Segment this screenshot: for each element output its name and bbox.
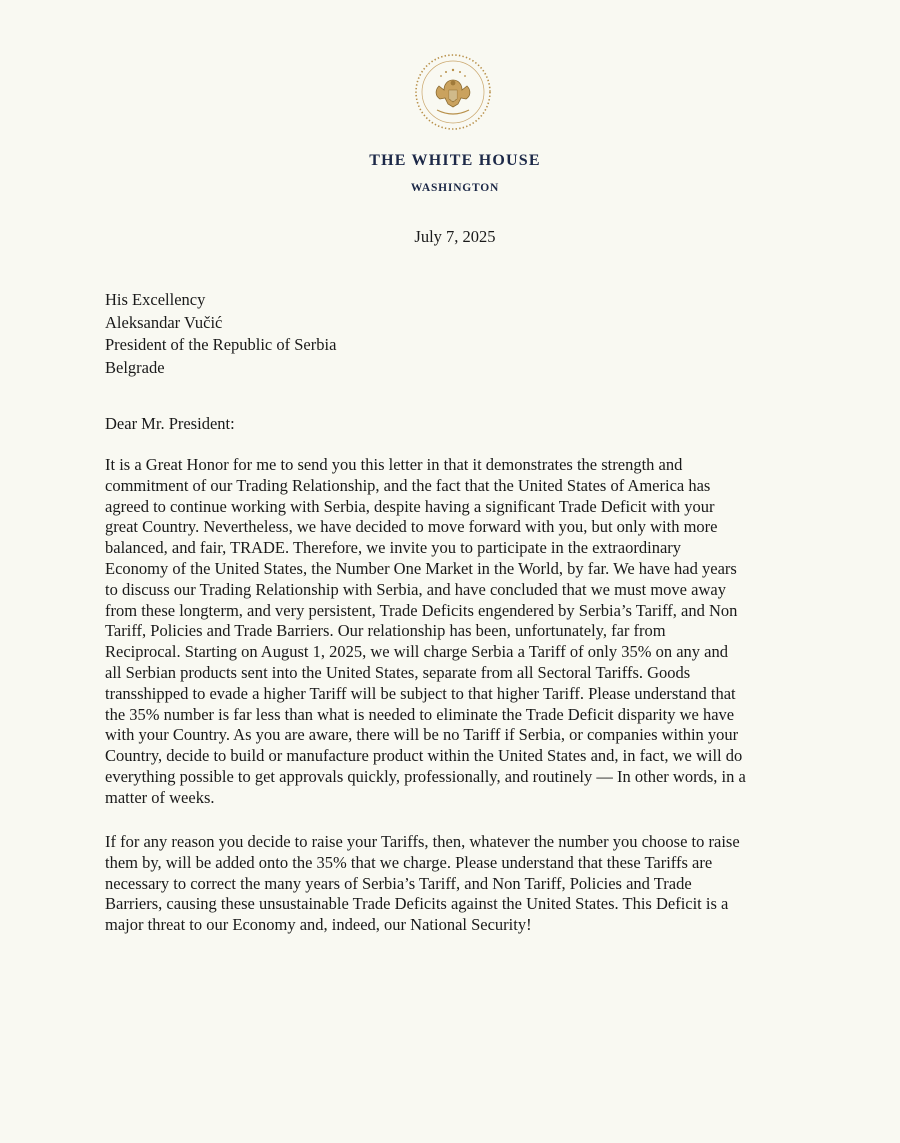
paragraph-line: necessary to correct the many years of Serbia’s Tariff, and Non Tariff, Policies and Trade [105, 873, 692, 893]
paragraph-line: Reciprocal. Starting on August 1, 2025, we will charge Serbia a Tariff of only 35% on any and [105, 642, 728, 662]
letterhead-title: THE WHITE HOUSE [369, 152, 541, 169]
paragraph-line: commitment of our Trading Relationship, and the fact that the United States of America has [105, 475, 711, 495]
presidential-seal-icon [413, 52, 493, 132]
paragraph-line: great Country. Nevertheless, we have decided to move forward with you, but only with more [105, 517, 718, 537]
paragraph-line: to discuss our Trading Relationship with Serbia, and have concluded that we must move away [105, 579, 726, 599]
paragraph-line: It is a Great Honor for me to send you this letter in that it demonstrates the strength and [105, 455, 683, 474]
paragraph-line: them by, will be added onto the 35% that we charge. Please understand that these Tariffs are [105, 852, 713, 872]
paragraph-line: from these longterm, and very persistent, Trade Deficits engendered by Serbia’s Tariff, and Non [105, 600, 738, 620]
letter-date: July 7, 2025 [414, 227, 496, 246]
paragraph-line: the 35% number is far less than what is needed to eliminate the Trade Deficit disparity we have [105, 704, 735, 724]
paragraph-line: Tariff, Policies and Trade Barriers. Our relationship has been, unfortunately, far from [105, 621, 666, 641]
addressee-line: Belgrade [105, 357, 165, 377]
paragraph-line: all Serbian products sent into the United States, separate from all Sectoral Tariffs. Goods [105, 662, 691, 682]
paragraph-line: matter of weeks. [105, 787, 215, 807]
addressee-line: Aleksandar Vučić [105, 312, 223, 332]
paragraph-line: transshipped to evade a higher Tariff will be subject to that higher Tariff. Please understand that [105, 683, 736, 703]
body-paragraph-1 [105, 455, 795, 809]
letterhead-subtitle: WASHINGTON [410, 182, 500, 194]
paragraph-line: major threat to our Economy and, indeed, our National Security! [105, 915, 532, 935]
paragraph-line: If for any reason you decide to raise your Tariffs, then, whatever the number you choose to raise [105, 832, 740, 851]
paragraph-line: Barriers, causing these unsustainable Trade Deficits against the United States. This Deficit is a [105, 894, 729, 914]
paragraph-line: Country, decide to build or manufacture product within the United States and, in fact, we will do [105, 746, 743, 766]
paragraph-line: agreed to continue working with Serbia, despite having a significant Trade Deficit with your [105, 496, 715, 516]
addressee-line: His Excellency [105, 290, 206, 309]
paragraph-line: everything possible to get approvals quickly, professionally, and routinely — In other words, in a [105, 766, 746, 786]
addressee-block [105, 289, 336, 379]
body-paragraph-2 [105, 832, 795, 936]
salutation: Dear Mr. President: [105, 414, 235, 433]
addressee-line: President of the Republic of Serbia [105, 335, 337, 354]
paragraph-line: balanced, and fair, TRADE. Therefore, we invite you to participate in the extraordinary [105, 538, 682, 558]
paragraph-line: Economy of the United States, the Number One Market in the World, by far. We have had years [105, 558, 737, 578]
paragraph-line: with your Country. As you are aware, there will be no Tariff if Serbia, or companies within your [105, 725, 739, 745]
